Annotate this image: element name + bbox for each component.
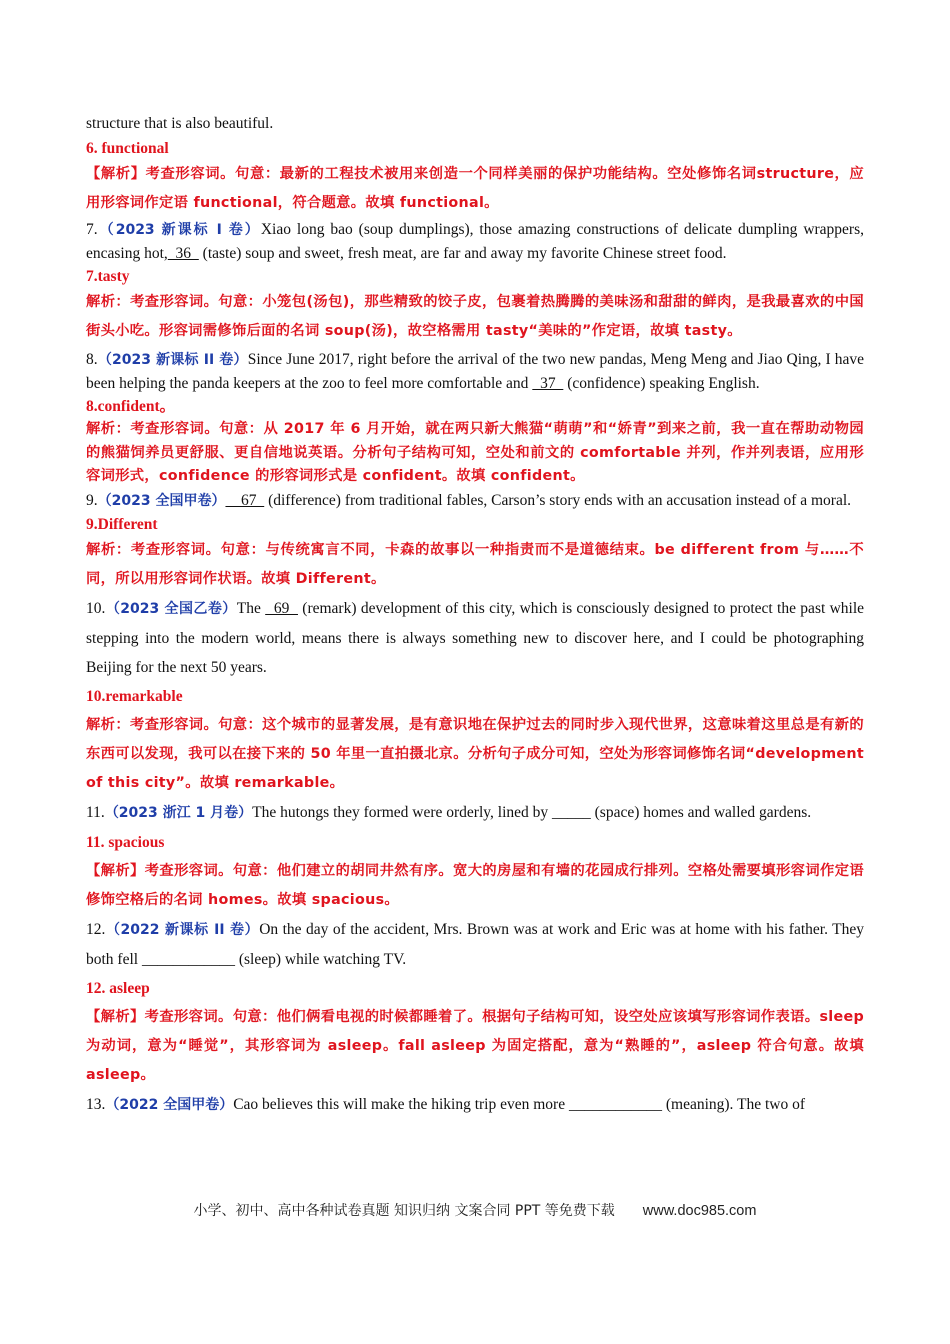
question-source: （2023 新课标 II 卷） [97,352,248,368]
footer-text: 小学、初中、高中各种试卷真题 知识归纳 文案合同 PPT 等免费下载 [193,1203,615,1219]
answer-blank: 67 [225,491,265,509]
question-source: （2023 全国甲卷） [97,492,226,509]
question-number: 7. [86,221,98,238]
question-12 [86,915,864,974]
question-text-before: Since June 2017, right before the arrival of the two new pandas, Meng Meng and Jiao Qing, I have been helping the panda keepers at the zoo to feel more comfortable and [86,351,864,392]
answer-8: 8.confident。 [86,398,176,415]
explanation-9: 解析：考查形容词。句意：与传统寓言不同，卡森的故事以一种指责而不是道德结束。be different from 与……不同，所以用形容词作状语。故填 Different。 [86,541,864,587]
page-footer [0,1200,950,1220]
question-text-after: (confidence) speaking English. [567,375,760,392]
question-text-after: (sleep) while watching TV. [238,950,407,968]
question-text-before: The [236,599,261,617]
intro-tail: structure that is also beautiful. [86,115,274,132]
question-7 [86,218,864,265]
question-8 [86,348,864,395]
question-text-before: Cao believes this will make the hiking trip even more [233,1095,566,1113]
explanation-6: 【解析】考查形容词。句意：最新的工程技术被用来创造一个同样美丽的保护功能结构。空处修饰名词structure，应用形容词作定语 functional，符合题意。故填 functional。 [86,166,864,211]
answer-blank: ____________ [141,950,235,968]
answer-6: 6. functional [86,140,169,157]
answer-blank: _____ [552,803,591,821]
explanation-8: 解析：考查形容词。句意：从 2017 年 6 月开始，就在两只新大熊猫“萌萌”和“娇青”到来之前，我一直在帮助动物园的熊猫饲养员更舒服、更自信地说英语。分析句子结构可知，空处和前文的 comfortable 并列，作并列表语，应用形容词形式，confidence 的形容词形式是 confident。故填 confident。 [86,421,864,484]
explanation-7: 解析：考查形容词。句意：小笼包(汤包)，那些精致的饺子皮，包裹着热腾腾的美味汤和甜甜的鲜肉，是我最喜欢的中国街头小吃。形容词需修饰后面的名词 soup(汤)，故空格需用 tasty“美味的”作定语，故填 tasty。 [86,294,864,339]
question-text-before: On the day of the accident, Mrs. Brown was at work and Eric was at home with his father. They both fell [86,920,864,968]
answer-10: 10.remarkable [86,687,183,705]
question-9 [86,489,864,513]
answer-7: 7.tasty [86,268,130,285]
question-number: 8. [86,351,98,368]
question-text-before: Xiao long bao (soup dumplings), those amazing constructions of delicate dumpling wrappers, encasing hot, [86,221,864,262]
explanation-11: 【解析】考查形容词。句意：他们建立的胡同井然有序。宽大的房屋和有墙的花园成行排列。空格处需要填形容词作定语修饰空格后的名词 homes。故填 spacious。 [86,862,864,908]
answer-12: 12. asleep [86,979,150,997]
question-number: 13. [86,1095,106,1113]
explanation-10: 解析：考查形容词。句意：这个城市的显著发展，是有意识地在保护过去的同时步入现代世界，这意味着这里总是有新的东西可以发现，我可以在接下来的 50 年里一直拍摄北京。分析句子成分可知，空处为形容词修饰名词“development of this city”。故填 remarkable。 [86,716,864,791]
question-text-after: (remark) development of this city, which is consciously designed to protect the past while stepping into the modern world, means there is always something new to discover here, and I could be photographing Beijing for the next 50 years. [86,599,865,676]
answer-blank: ____________ [568,1095,662,1113]
answer-11: 11. spacious [86,833,165,851]
question-number: 12. [86,920,106,938]
question-number: 10. [86,599,106,617]
explanation-12: 【解析】考查形容词。句意：他们俩看电视的时候都睡着了。根据句子结构可知，设空处应该填写形容词作表语。sleep 为动词，意为“睡觉”，其形容词为 asleep。fall asleep 为固定搭配，意为“熟睡的”，asleep 符合句意。故填 asleep。 [86,1008,864,1083]
question-text-after: (space) homes and walled gardens. [594,803,812,821]
question-11 [86,798,864,828]
question-source: （2022 全国甲卷） [105,1096,234,1113]
answer-blank: 37 [532,375,564,392]
footer-url: www.doc985.com [642,1203,757,1219]
question-source: （2023 新课标 I 卷） [97,222,261,238]
question-source: （2022 新课标 II 卷） [105,921,260,938]
question-13 [86,1090,864,1120]
question-text-after: (taste) soup and sweet, fresh meat, are far and away my favorite Chinese street food. [202,245,727,262]
question-source: （2023 浙江 1 月卷） [104,804,253,821]
question-text-after: (difference) from traditional fables, Carson’s story ends with an accusation instead of a moral. [268,491,852,509]
answer-9: 9.Different [86,515,158,533]
document-body [86,112,864,1120]
question-10 [86,594,864,682]
question-text-before: The hutongs they formed were orderly, lined by [252,803,549,821]
answer-blank: 69 [265,599,298,617]
question-number: 11. [86,803,105,821]
question-text-after: (meaning). The two of [665,1095,806,1113]
question-source: （2023 全国乙卷） [105,600,237,617]
answer-blank: 36 [167,245,199,262]
question-number: 9. [86,491,98,509]
